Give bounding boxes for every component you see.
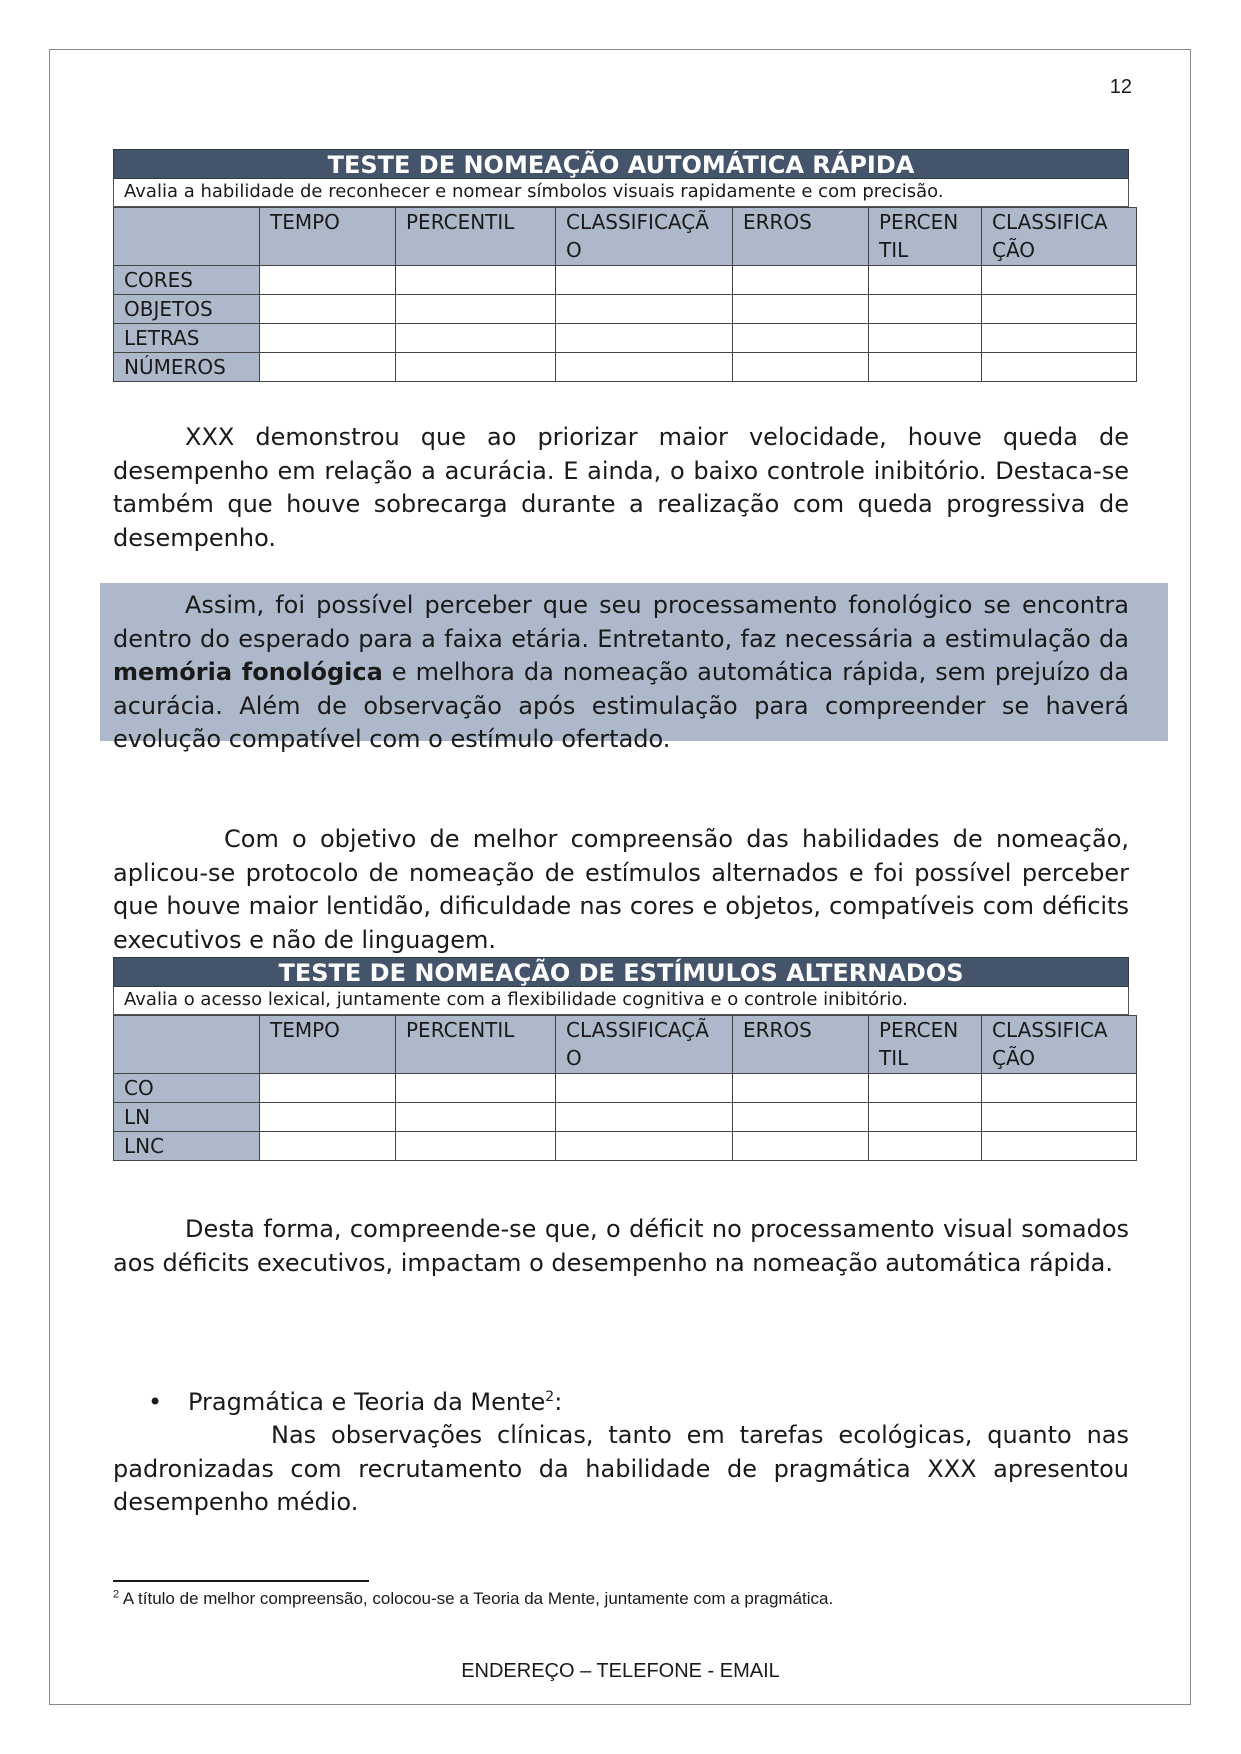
table-cell[interactable]	[733, 324, 869, 353]
table1-grid	[113, 207, 1137, 382]
table2-col-0	[114, 1016, 260, 1074]
table-cell[interactable]	[396, 324, 556, 353]
table-cell[interactable]	[982, 353, 1137, 382]
table-cell[interactable]	[556, 353, 733, 382]
table-row	[114, 266, 1137, 295]
table-cell[interactable]	[260, 1103, 396, 1132]
table-cell[interactable]	[396, 353, 556, 382]
table2-col-percentil: PERCENTIL	[396, 1016, 556, 1074]
table-cell[interactable]	[733, 266, 869, 295]
table1-col-percentil-2: PERCEN TIL	[869, 208, 982, 266]
table-cell[interactable]	[260, 266, 396, 295]
table-cell[interactable]	[982, 266, 1137, 295]
footnote-mark: 2	[113, 1588, 120, 1601]
table-cell[interactable]	[982, 1103, 1137, 1132]
table1-col-0	[114, 208, 260, 266]
table1-col-tempo: TEMPO	[260, 208, 396, 266]
table-cell[interactable]	[396, 295, 556, 324]
table2-col-erros: ERROS	[733, 1016, 869, 1074]
table-cell[interactable]	[733, 1103, 869, 1132]
table2-col-percentil-2: PERCEN TIL	[869, 1016, 982, 1074]
row-label: CORES	[114, 266, 260, 295]
table-cell[interactable]	[982, 295, 1137, 324]
row-label: NÚMEROS	[114, 353, 260, 382]
row-label: LNC	[114, 1132, 260, 1161]
table-cell[interactable]	[396, 1132, 556, 1161]
page-footer: ENDEREÇO – TELEFONE - EMAIL	[461, 1660, 780, 1682]
table-cell[interactable]	[869, 353, 982, 382]
footnote-text: A título de melhor compreensão, colocou-se a Teoria da Mente, juntamente com a pragmática.	[119, 1589, 834, 1608]
table1-col-erros: ERROS	[733, 208, 869, 266]
table-cell[interactable]	[869, 266, 982, 295]
bullet-label: Pragmática e Teoria da Mente	[188, 1388, 546, 1416]
table-row	[114, 353, 1137, 382]
row-label: LN	[114, 1103, 260, 1132]
table2-title: TESTE DE NOMEAÇÃO DE ESTÍMULOS ALTERNADOS	[113, 957, 1129, 987]
table-cell[interactable]	[869, 1103, 982, 1132]
table-cell[interactable]	[869, 324, 982, 353]
table-cell[interactable]	[260, 295, 396, 324]
table1-col-classificacao: CLASSIFICAÇÃ O	[556, 208, 733, 266]
table1-col-classificacao-2: CLASSIFICA ÇÃO	[982, 208, 1137, 266]
table-cell[interactable]	[396, 1074, 556, 1103]
table-cell[interactable]	[556, 1103, 733, 1132]
table-cell[interactable]	[260, 1074, 396, 1103]
footnote-reference[interactable]: 2	[545, 1389, 555, 1405]
table1-col-percentil: PERCENTIL	[396, 208, 556, 266]
footnote	[113, 1589, 833, 1609]
table-cell[interactable]	[556, 295, 733, 324]
table1-header-row	[114, 208, 1137, 266]
bullet-suffix: :	[554, 1388, 563, 1416]
table-cell[interactable]	[260, 353, 396, 382]
paragraph-2-bold: memória fonológica	[113, 658, 383, 686]
table-cell[interactable]	[396, 266, 556, 295]
bullet-text	[188, 1386, 562, 1419]
table-cell[interactable]	[733, 353, 869, 382]
footnote-separator	[113, 1580, 369, 1582]
row-label: LETRAS	[114, 324, 260, 353]
table-cell[interactable]	[556, 266, 733, 295]
row-label: OBJETOS	[114, 295, 260, 324]
table-row	[114, 295, 1137, 324]
table2-description: Avalia o acesso lexical, juntamente com a flexibilidade cognitiva e o controle inibitório.	[113, 987, 1129, 1015]
table2-col-classificacao: CLASSIFICAÇÃ O	[556, 1016, 733, 1074]
table-row	[114, 1132, 1137, 1161]
paragraph-1: XXX demonstrou que ao priorizar maior velocidade, houve queda de desempenho em relação a acurácia. E ainda, o baixo controle inibitório. Destaca-se também que houve sobrecarga durante a realização com queda progressiva de desempenho.	[113, 423, 1129, 552]
table-cell[interactable]	[556, 1132, 733, 1161]
page-number: 12	[1109, 76, 1132, 98]
table-cell[interactable]	[982, 1074, 1137, 1103]
table-row	[114, 1103, 1137, 1132]
table-cell[interactable]	[556, 324, 733, 353]
paragraph-2-part-2: e melhora da nomeação automática rápida, sem prejuízo da acurácia. Além de observação após estimulação para compreender se haverá evolução compatível com o estímulo ofertado.	[113, 658, 1129, 753]
row-label: CO	[114, 1074, 260, 1103]
table-cell[interactable]	[982, 1132, 1137, 1161]
paragraph-4: Desta forma, compreende-se que, o déficit no processamento visual somados aos déficits executivos, impactam o desempenho na nomeação automática rápida.	[113, 1215, 1129, 1277]
table-cell[interactable]	[869, 295, 982, 324]
table2-grid	[113, 1015, 1137, 1161]
table-cell[interactable]	[396, 1103, 556, 1132]
table2-col-tempo: TEMPO	[260, 1016, 396, 1074]
table-row	[114, 1074, 1137, 1103]
bullet-icon: •	[148, 1388, 163, 1416]
table-cell[interactable]	[260, 1132, 396, 1161]
paragraph-3: Com o objetivo de melhor compreensão das habilidades de nomeação, aplicou-se protocolo de nomeação de estímulos alternados e foi possível perceber que houve maior lentidão, dificuldade nas cores e objetos, compatíveis com déficits executivos e não de linguagem.	[113, 825, 1129, 954]
table-cell[interactable]	[733, 295, 869, 324]
table-cell[interactable]	[869, 1074, 982, 1103]
table-cell[interactable]	[869, 1132, 982, 1161]
table-row	[114, 324, 1137, 353]
table-cell[interactable]	[982, 324, 1137, 353]
paragraph-2-part-1: Assim, foi possível perceber que seu processamento fonológico se encontra dentro do esperado para a faixa etária. Entretanto, faz necessária a estimulação da	[113, 591, 1129, 653]
paragraph-5: Nas observações clínicas, tanto em tarefas ecológicas, quanto nas padronizadas com recrutamento da habilidade de pragmática XXX apresentou desempenho médio.	[113, 1421, 1129, 1516]
table1-description: Avalia a habilidade de reconhecer e nomear símbolos visuais rapidamente e com precisão.	[113, 179, 1129, 207]
table-cell[interactable]	[733, 1074, 869, 1103]
table2-header-row	[114, 1016, 1137, 1074]
table2-col-classificacao-2: CLASSIFICA ÇÃO	[982, 1016, 1137, 1074]
table-cell[interactable]	[556, 1074, 733, 1103]
table-cell[interactable]	[260, 324, 396, 353]
paragraph-2	[113, 589, 1129, 757]
table1-title: TESTE DE NOMEAÇÃO AUTOMÁTICA RÁPIDA	[113, 149, 1129, 179]
table-cell[interactable]	[733, 1132, 869, 1161]
